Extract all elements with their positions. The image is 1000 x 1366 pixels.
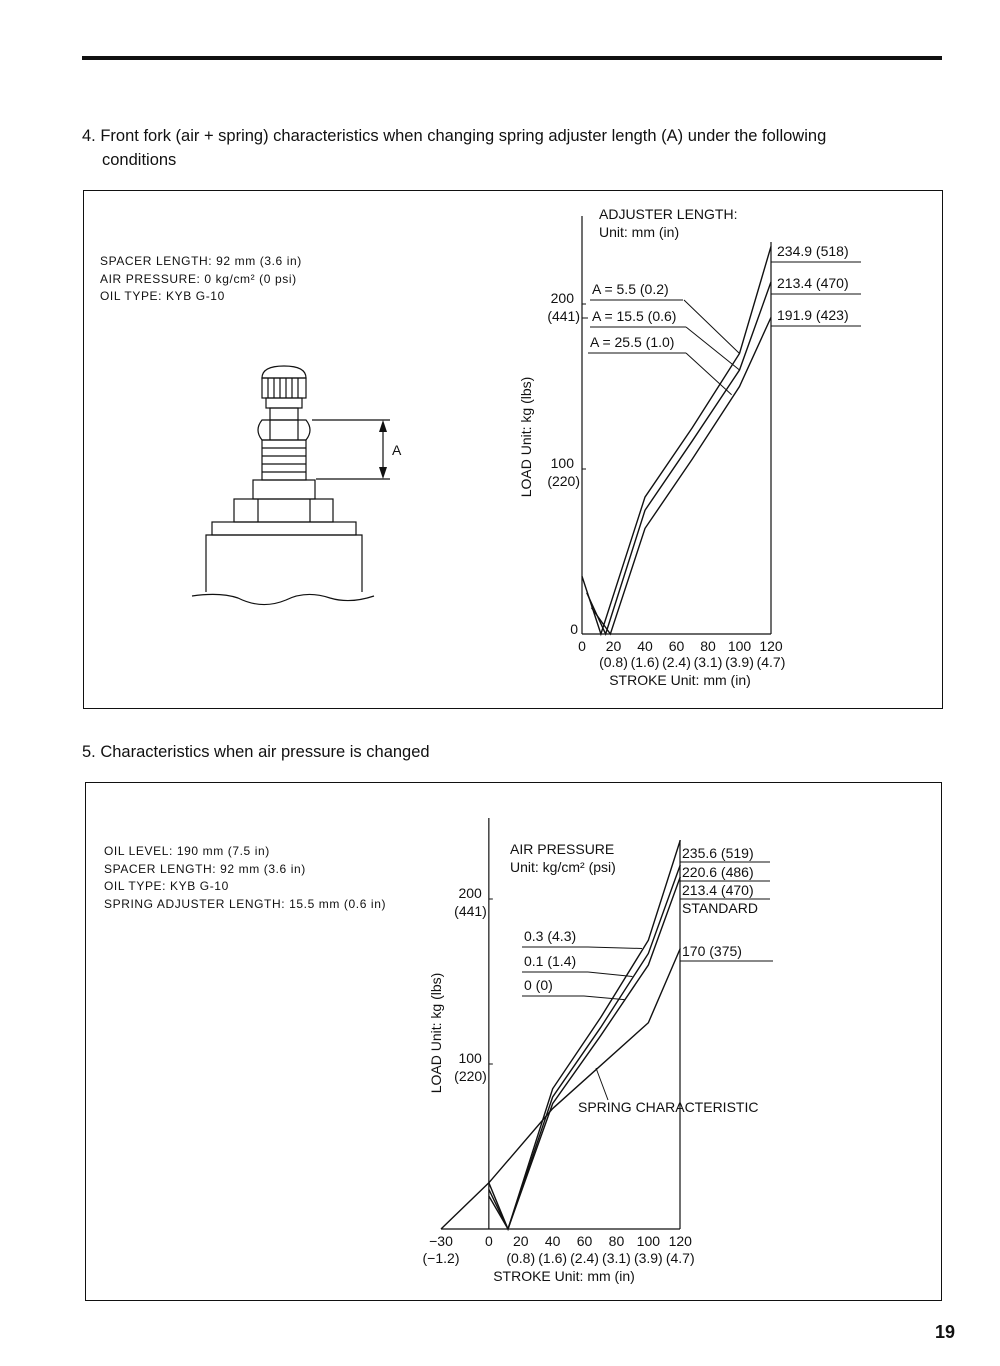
x-tick-label: 60 (576, 1233, 593, 1249)
x-tick-label: 20 (605, 638, 622, 654)
series-leader-line (588, 947, 642, 949)
x-tick-label: 40 (544, 1233, 561, 1249)
data-line (489, 865, 680, 1229)
x-tick-sublabel: (3.1) (693, 654, 723, 670)
x-tick-label: 80 (608, 1233, 625, 1249)
x-tick-sublabel: (0.8) (506, 1250, 536, 1266)
y-axis-label: LOAD Unit: kg (lbs) (518, 376, 534, 498)
x-tick-sublabel: (1.6) (538, 1250, 568, 1266)
x-tick-label: 100 (636, 1233, 661, 1249)
end-value-label: 235.6 (519) (682, 845, 754, 861)
y-axis-label: LOAD Unit: kg (lbs) (428, 972, 444, 1094)
section-4-heading-line1: 4. Front fork (air + spring) characteristics when changing spring adjuster length (A) under the following (82, 127, 827, 145)
x-tick-label: 80 (700, 638, 716, 654)
x-tick-label: 60 (668, 638, 685, 654)
section-4-heading-line2: conditions (102, 151, 177, 169)
series-label: A = 5.5 (0.2) (592, 281, 669, 297)
section-5-heading: 5. Characteristics when air pressure is changed (82, 743, 430, 761)
end-value-label: 170 (375) (682, 943, 742, 959)
chart-title: AIR PRESSURE (510, 841, 615, 857)
x-tick-sublabel: (4.7) (756, 654, 786, 670)
x-tick-sublabel: (4.7) (665, 1250, 695, 1266)
x-tick-label: 120 (759, 638, 783, 654)
chart-title: ADJUSTER LENGTH: (599, 206, 738, 222)
x-tick-label: 20 (512, 1233, 529, 1249)
x-tick-sublabel: (3.9) (725, 654, 754, 670)
x-tick-label: −30 (429, 1233, 453, 1249)
series-label: 0 (0) (524, 977, 553, 993)
y-tick-label: 100 (550, 455, 574, 471)
end-value-label: STANDARD (682, 900, 758, 916)
condition-line: OIL LEVEL: 190 mm (7.5 in) (104, 844, 270, 858)
chart-subtitle: Unit: mm (in) (599, 224, 680, 240)
x-tick-sublabel: (1.6) (630, 654, 660, 670)
x-tick-sublabel: (3.9) (633, 1250, 663, 1266)
y-tick-label: 100 (458, 1050, 482, 1066)
y-tick-sublabel: (441) (454, 903, 487, 919)
y-tick-label: 200 (458, 885, 482, 901)
data-line (489, 840, 680, 1229)
x-tick-sublabel: (2.4) (662, 654, 691, 670)
x-tick-sublabel: (3.1) (602, 1250, 631, 1266)
condition-line: SPRING ADJUSTER LENGTH: 15.5 mm (0.6 in) (104, 896, 387, 911)
series-leader-line (588, 972, 632, 977)
y-tick-label: 0 (570, 621, 578, 637)
page-number: 19 (935, 1322, 956, 1342)
x-tick-label: 120 (668, 1233, 692, 1249)
series-label: A = 15.5 (0.6) (592, 308, 677, 324)
x-tick-label: 0 (578, 638, 586, 654)
chart-subtitle: Unit: kg/cm² (psi) (510, 859, 616, 875)
condition-line: SPACER LENGTH: 92 mm (3.6 in) (104, 861, 306, 876)
x-tick-label: 40 (637, 638, 653, 654)
end-value-label: 220.6 (486) (682, 864, 754, 880)
series-leader-line (584, 996, 624, 1000)
series-leader-line (596, 1068, 608, 1100)
series-label: SPRING CHARACTERISTIC (578, 1099, 759, 1115)
y-tick-label: 200 (550, 290, 574, 306)
dimension-a-label: A (392, 442, 402, 458)
condition-line: OIL TYPE: KYB G-10 (104, 879, 229, 893)
x-tick-label: 0 (484, 1233, 493, 1249)
condition-line: OIL TYPE: KYB G-10 (100, 289, 225, 303)
end-value-label: 191.9 (423) (777, 307, 849, 323)
y-tick-sublabel: (220) (547, 473, 580, 489)
x-tick-label: 100 (727, 638, 752, 654)
condition-line: AIR PRESSURE: 0 kg/cm² (0 psi) (100, 271, 297, 286)
x-tick-sublabel: (−1.2) (422, 1250, 460, 1266)
y-tick-sublabel: (441) (547, 308, 580, 324)
x-axis-label: STROKE Unit: mm (in) (493, 1268, 635, 1284)
y-tick-sublabel: (220) (454, 1068, 487, 1084)
series-label: A = 25.5 (1.0) (590, 334, 675, 350)
series-label: 0.3 (4.3) (524, 928, 577, 944)
end-value-label: 213.4 (470) (777, 275, 849, 291)
data-line (441, 949, 680, 1230)
end-value-label: 234.9 (518) (777, 243, 849, 259)
x-axis-label: STROKE Unit: mm (in) (609, 672, 751, 688)
series-label: 0.1 (1.4) (524, 953, 577, 969)
x-tick-sublabel: (0.8) (599, 654, 628, 670)
condition-line: SPACER LENGTH: 92 mm (3.6 in) (100, 254, 302, 268)
x-tick-sublabel: (2.4) (570, 1250, 599, 1266)
end-value-label: 213.4 (470) (682, 882, 754, 898)
